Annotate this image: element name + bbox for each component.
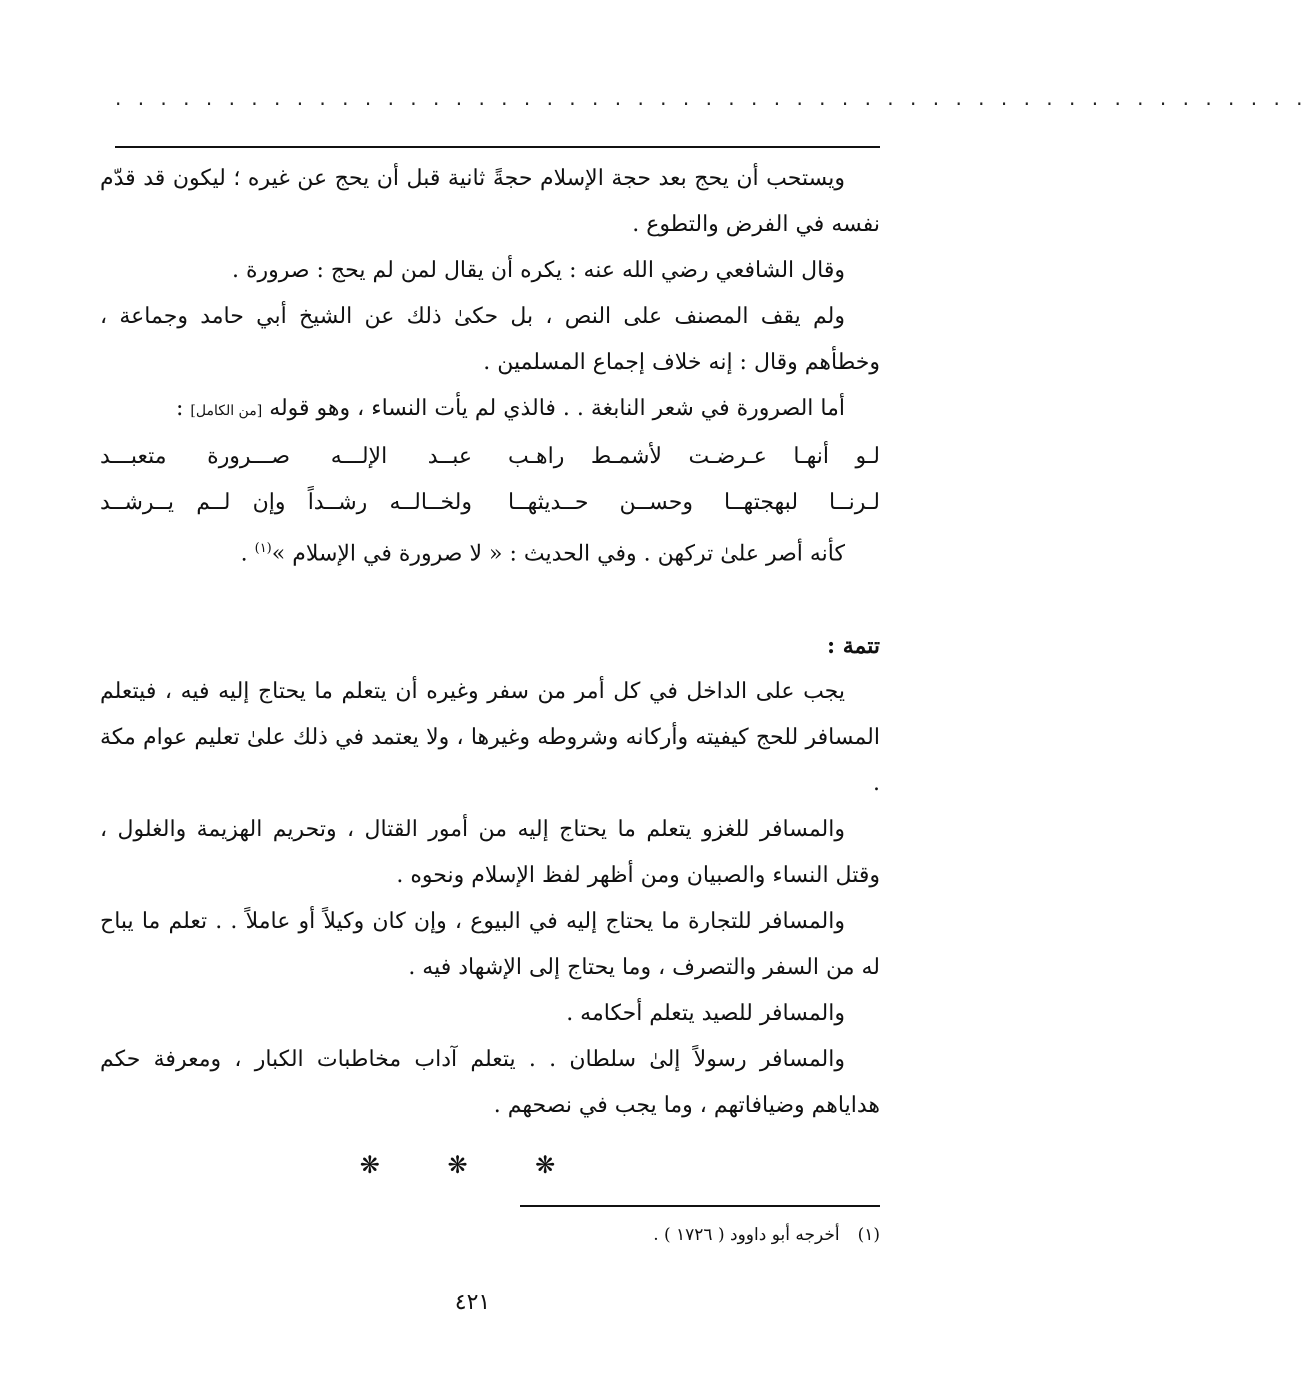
section-end-stars: ❋ ❋ ❋ bbox=[359, 1151, 586, 1179]
paragraph-1: ويستحب أن يحج بعد حجة الإسلام حجةً ثانية قبل أن يحج عن غيره ؛ ليكون قد قدّم نفسه في الفرض والتطوع . bbox=[100, 166, 880, 237]
paragraph-4 bbox=[100, 386, 880, 434]
footnote-rule bbox=[520, 1205, 880, 1207]
section-paragraph-4: والمسافر للصيد يتعلم أحكامه . bbox=[566, 1001, 845, 1027]
verse-2 bbox=[100, 480, 880, 526]
section-paragraph-1: يجب على الداخل في كل أمر من سفر وغيره أن يتعلم ما يحتاج إليه فيه ، فيتعلم المسافر للحج كيفيته وأركانه وشروطه وغيرها ، ولا يعتمد في ذلك علىٰ تعليم عوام مكة . bbox=[100, 679, 880, 797]
verse-1-first-hemistich: لـو أنهـا عـرضـت لأشمـط راهـب bbox=[508, 444, 880, 469]
header-dotted-line: . . . . . . . . . . . . . . . . . . . . . . . . . . . . . . . . . . . . . . . . . . . . . . . . . . . . . bbox=[115, 86, 1308, 110]
paragraph-4-text: أما الصرورة في شعر النابغة . . فالذي لم يأت النساء ، وهو قوله bbox=[269, 396, 845, 421]
verse-1 bbox=[100, 434, 880, 480]
verse-1-second-hemistich: عبــد الإلـــه صـــرورة متعبـــد bbox=[100, 444, 472, 469]
section-paragraph-5: والمسافر رسولاً إلىٰ سلطان . . يتعلم آداب مخاطبات الكبار ، ومعرفة حكم هداياهم وضيافاتهم ، وما يجب في نصحهم . bbox=[100, 1047, 880, 1119]
meter-label: [من الكامل] bbox=[190, 403, 263, 419]
meter-colon: : bbox=[175, 396, 184, 421]
section-paragraph-2: والمسافر للغزو يتعلم ما يحتاج إليه من أمور القتال ، وتحريم الهزيمة والغلول ، وقتل النساء والصبيان ومن أظهر لفظ الإسلام ونحوه . bbox=[100, 817, 880, 889]
page-number: ٤٢١ bbox=[454, 1290, 491, 1315]
main-text bbox=[100, 156, 880, 1129]
verse-2-second-hemistich: ولخــالــه رشــداً وإن لــم يــرشــد bbox=[100, 490, 472, 515]
footnote-reference: (١) bbox=[254, 541, 272, 556]
verse-2-first-hemistich: لـرنــا لبهجتهــا وحســن حــديثهــا bbox=[508, 490, 880, 515]
paragraph-3: ولم يقف المصنف على النص ، بل حكىٰ ذلك عن الشيخ أبي حامد وجماعة ، وخطأهم وقال : إنه خلاف إجماع المسلمين . bbox=[100, 304, 880, 375]
footnote-mark: (١) bbox=[857, 1225, 880, 1245]
after-verse-paragraph bbox=[100, 526, 880, 577]
paragraph-2: وقال الشافعي رضي الله عنه : يكره أن يقال لمن لم يحج : صرورة . bbox=[231, 258, 845, 283]
footnote-text: أخرجه أبو داوود ( ١٧٢٦ ) . bbox=[653, 1225, 840, 1245]
after-verse-end: . bbox=[240, 541, 255, 567]
section-heading: تتمة : bbox=[826, 633, 880, 660]
header-rule bbox=[115, 146, 880, 148]
after-verse-text: كأنه أصر علىٰ تركهن . وفي الحديث : « لا صرورة في الإسلام » bbox=[271, 541, 845, 567]
section-paragraph-3: والمسافر للتجارة ما يحتاج إليه في البيوع ، وإن كان وكيلاً أو عاملاً . . تعلم ما يباح له من السفر والتصرف ، وما يحتاج إلى الإشهاد فيه . bbox=[100, 909, 880, 981]
footnote bbox=[120, 1222, 880, 1248]
